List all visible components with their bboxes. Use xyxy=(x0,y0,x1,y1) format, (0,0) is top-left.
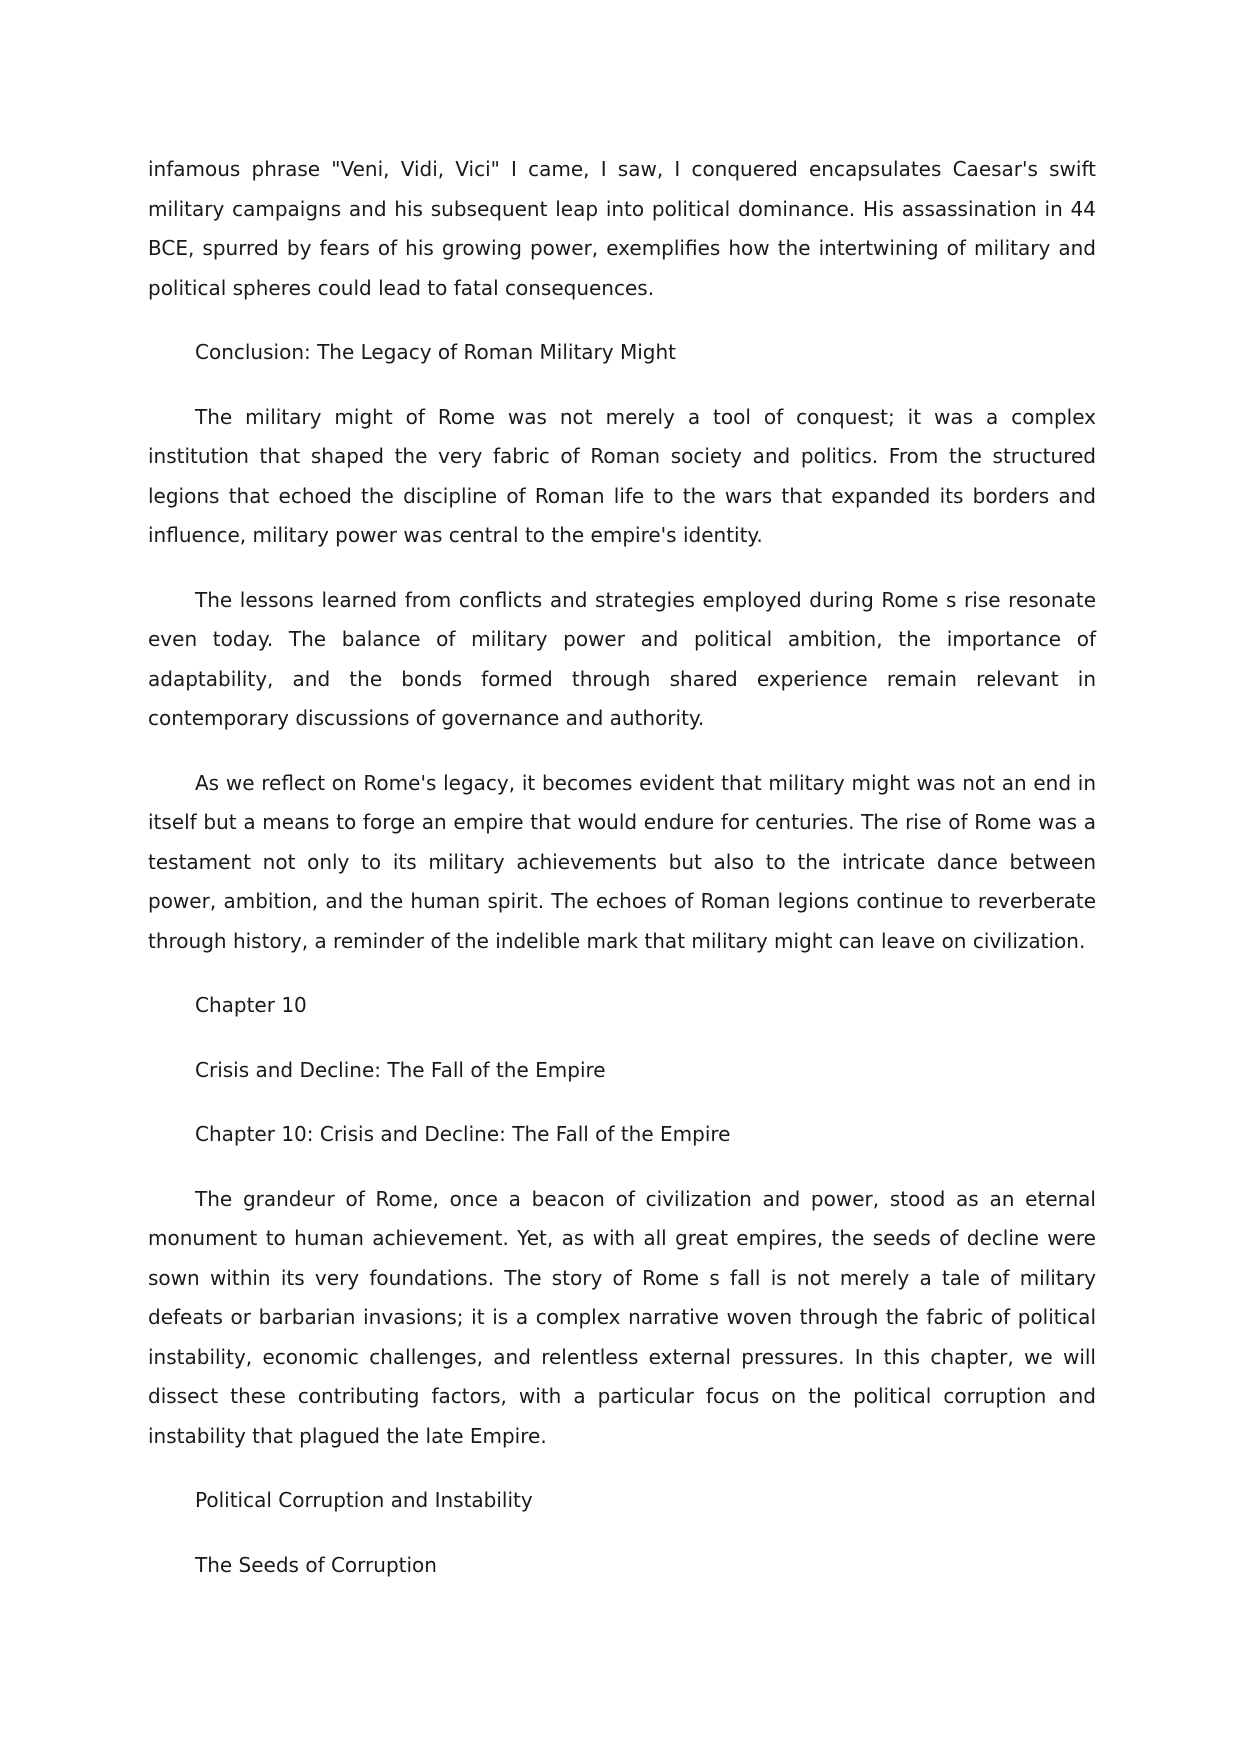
paragraph-caesar-continued: infamous phrase "Veni, Vidi, Vici" I came, I saw, I conquered encapsulates Caesar's swift military campaigns and his subsequent leap into political dominance. His assassination in 44 BCE, spurred by fears of his growing power, exemplifies how the intertwining of military and political spheres could lead to fatal consequences. xyxy=(148,157,1096,300)
chapter-number: Chapter 10 xyxy=(195,993,307,1017)
paragraph-grandeur-of-rome: The grandeur of Rome, once a beacon of civilization and power, stood as an eternal monument to human achievement. Yet, as with all great empires, the seeds of decline were sown within its very foundations. The story of Rome s fall is not merely a tale of military defeats or barbarian invasions; it is a complex narrative woven through the fabric of political instability, economic challenges, and relentless external pressures. In this chapter, we will dissect these contributing factors, with a particular focus on the political corruption and instability that plagued the late Empire. xyxy=(148,1186,1096,1448)
chapter-title: Crisis and Decline: The Fall of the Empire xyxy=(195,1057,606,1082)
paragraph-rome-legacy: As we reflect on Rome's legacy, it becomes evident that military might was not an end in itself but a means to forge an empire that would endure for centuries. The rise of Rome was a testament not only to its military achievements but also to the intricate dance between power, ambition, and the human spirit. The echoes of Roman legions continue to reverberate through history, a reminder of the indelible mark that military might can leave on civilization. xyxy=(148,770,1096,953)
document-page xyxy=(148,150,1096,1610)
paragraph-lessons-learned: The lessons learned from conflicts and strategies employed during Rome s rise resonate even today. The balance of military power and political ambition, the importance of adaptability, and the bonds formed through shared experience remain relevant in contemporary discussions of governance and authority. xyxy=(148,587,1096,730)
subsection-heading-seeds-of-corruption: The Seeds of Corruption xyxy=(195,1552,437,1577)
section-heading-conclusion: Conclusion: The Legacy of Roman Military Might xyxy=(195,340,676,364)
paragraph-military-might: The military might of Rome was not merely a tool of conquest; it was a complex institution that shaped the very fabric of Roman society and politics. From the structured legions that echoed the discipline of Roman life to the wars that expanded its borders and influence, military power was central to the empire's identity. xyxy=(148,404,1096,547)
chapter-full-title: Chapter 10: Crisis and Decline: The Fall of the Empire xyxy=(195,1122,731,1146)
section-heading-political-corruption: Political Corruption and Instability xyxy=(195,1488,533,1512)
